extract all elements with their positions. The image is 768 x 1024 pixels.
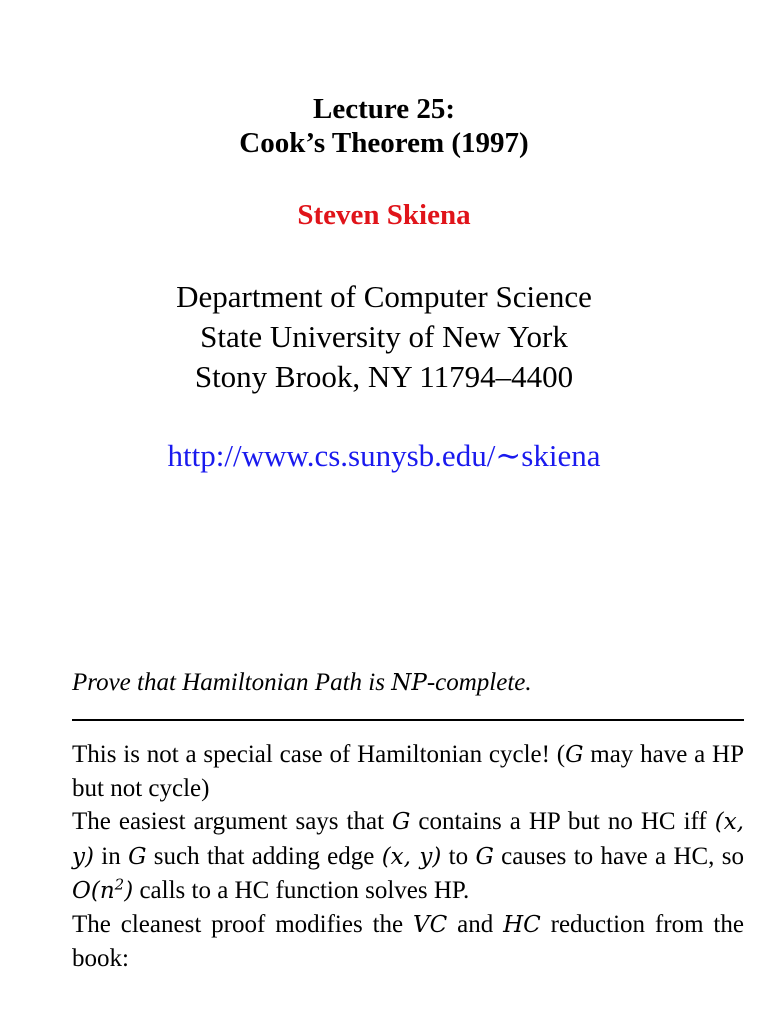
p2-text-7: calls to a HC function solves HP.: [133, 876, 470, 904]
p2-math-big-o: [72, 875, 134, 904]
paragraph-1: [72, 738, 744, 805]
big-o-exponent: 2: [114, 875, 125, 894]
p1-text-2: may have a HP but not cycle): [72, 741, 744, 803]
p2-text-2: contains a HP but no HC iff: [410, 808, 715, 836]
problem-statement: [72, 666, 532, 700]
p3-text-1: The cleanest proof modifies the: [72, 911, 413, 939]
affiliation: [0, 277, 768, 397]
p2-math-g2: G: [128, 843, 147, 870]
p3-text-3: reduction from the book:: [72, 911, 744, 973]
p2-text-6: causes to have a HC, so: [493, 842, 744, 870]
p2-text-3: in: [93, 842, 129, 870]
homepage-link[interactable]: http://www.cs.sunysb.edu/∼skiena: [167, 438, 601, 473]
big-o-close: ): [124, 877, 134, 904]
big-o-base: O(n: [72, 877, 115, 904]
lecture-title: [0, 92, 768, 160]
problem-text-before: Prove that Hamiltonian Path is: [72, 669, 392, 696]
problem-math-np: NP: [391, 670, 427, 696]
solution-body: [72, 738, 744, 975]
p2-math-g1: G: [392, 809, 411, 836]
paragraph-2: [72, 805, 744, 908]
p2-math-xy2: (x, y): [381, 843, 442, 870]
p3-math-hc: HC: [503, 912, 541, 939]
paragraph-3: [72, 908, 744, 975]
affiliation-address: Stony Brook, NY 11794–4400: [194, 359, 574, 394]
problem-text-after: -complete.: [426, 669, 532, 696]
affiliation-department: Department of Computer Science: [176, 279, 592, 314]
lecture-title-line1: Lecture 25:: [313, 93, 455, 125]
p3-math-vc: VC: [413, 912, 448, 939]
p2-text-4: such that adding edge: [146, 842, 382, 870]
p2-math-g3: G: [475, 843, 494, 870]
author-name: Steven Skiena: [297, 199, 471, 231]
p1-math-g: G: [565, 742, 584, 768]
p1-text-1: This is not a special case of Hamiltonian cycle! (: [72, 741, 566, 768]
affiliation-university: State University of New York: [200, 319, 568, 354]
p2-text-1: The easiest argument says that: [72, 808, 393, 836]
p2-math-xy1: (x, y): [72, 809, 744, 870]
p3-text-2: and: [447, 911, 504, 939]
lecture-title-line2: Cook’s Theorem (1997): [239, 127, 529, 159]
horizontal-rule: [72, 719, 744, 721]
p2-text-5: to: [441, 842, 476, 870]
